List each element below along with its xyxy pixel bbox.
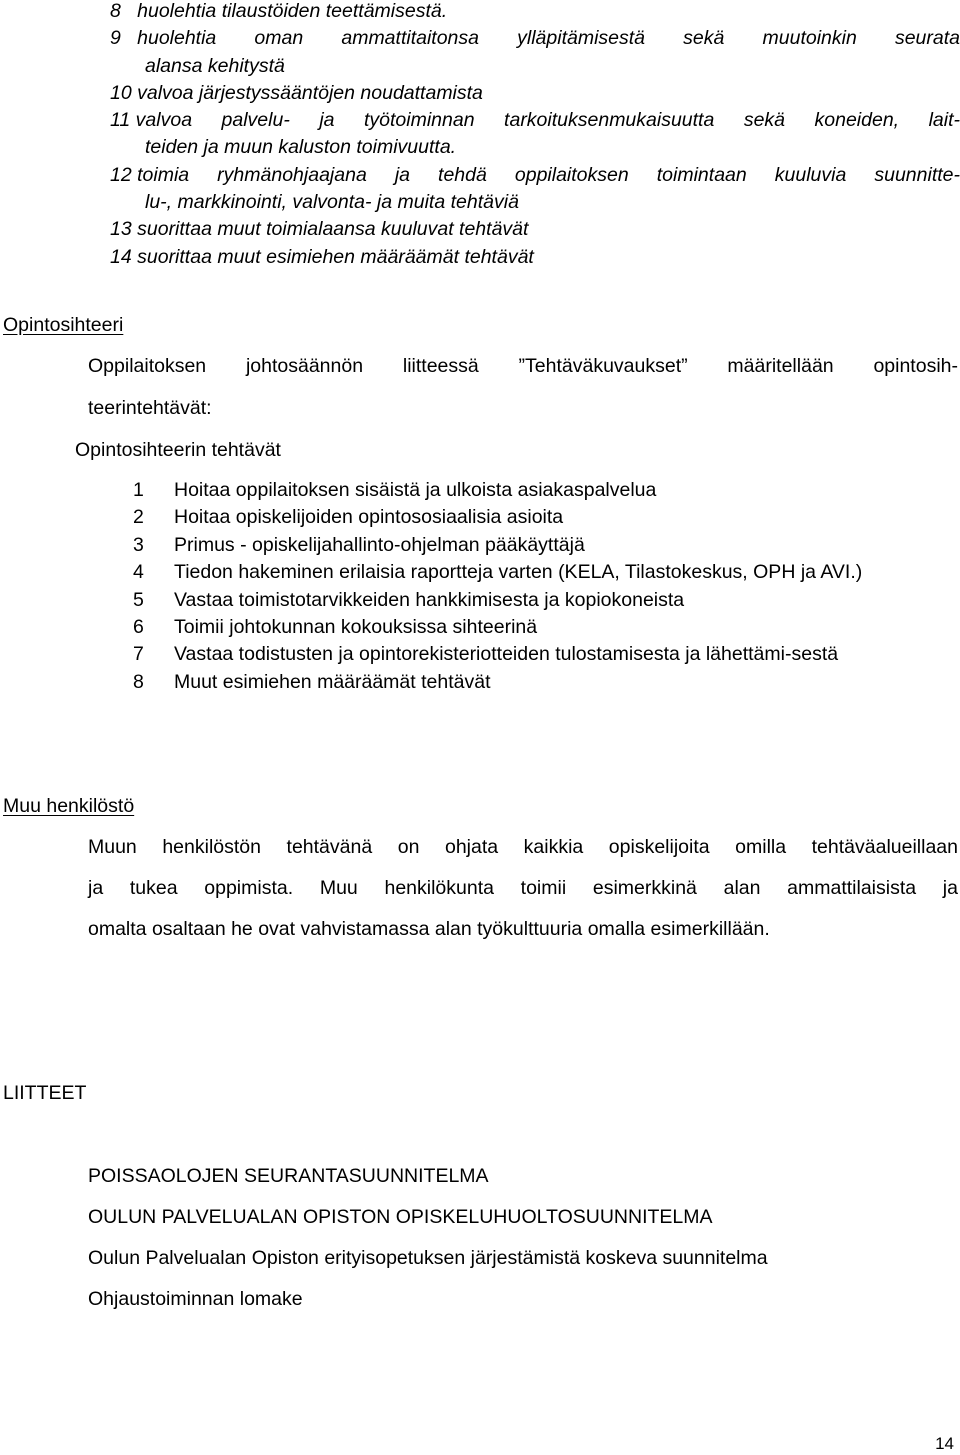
list-item-number: 6 bbox=[133, 616, 144, 639]
attachment-item: OULUN PALVELUALAN OPISTON OPISKELUHUOLTOSUUNNITELMA bbox=[88, 1206, 713, 1228]
list-item-text: suorittaa muut esimiehen määräämät tehtävät bbox=[137, 245, 534, 268]
attachment-item: POISSAOLOJEN SEURANTASUUNNITELMA bbox=[88, 1165, 489, 1187]
attachment-item: Ohjaustoiminnan lomake bbox=[88, 1288, 303, 1310]
list-item bbox=[133, 669, 959, 696]
section-heading-opintosihteeri: Opintosihteeri bbox=[3, 314, 124, 336]
list-item bbox=[133, 559, 959, 586]
list-item-text: huolehtia tilaustöiden teettämisestä. bbox=[137, 0, 448, 22]
list-item bbox=[133, 504, 959, 531]
list-item-text: huolehtia oman ammattitaitonsa ylläpitämisestä sekä muutoinkin seurata bbox=[137, 27, 960, 50]
list-item-number: 2 bbox=[133, 506, 144, 529]
list-item-text: Hoitaa oppilaitoksen sisäistä ja ulkoista asiakaspalvelua bbox=[174, 479, 657, 501]
list-item bbox=[133, 641, 959, 668]
page-number: 14 bbox=[935, 1434, 954, 1453]
list-item bbox=[110, 80, 960, 107]
opintosihteeri-task-list bbox=[133, 477, 959, 696]
list-item bbox=[133, 614, 959, 641]
opintosihteeri-tasks-heading: Opintosihteerin tehtävät bbox=[75, 439, 281, 461]
list-item-number: 12 bbox=[110, 163, 132, 186]
list-item-text: Primus - opiskelijahallinto-ohjelman pääkäyttäjä bbox=[174, 533, 585, 556]
list-item bbox=[133, 532, 959, 559]
list-item-text: valvoa järjestyssääntöjen noudattamista bbox=[137, 81, 483, 104]
list-item-text: Toimii johtokunnan kokouksissa sihteerinä bbox=[174, 616, 538, 639]
list-item-number: 8 bbox=[110, 0, 121, 22]
list-item-text: Tiedon hakeminen erilaisia raportteja varten (KELA, Tilastokeskus, OPH ja AVI.) bbox=[174, 561, 863, 584]
duties-list-continued bbox=[110, 0, 960, 271]
list-item-text: Muut esimiehen määräämät tehtävät bbox=[174, 670, 491, 693]
list-item-number: 1 bbox=[133, 479, 144, 501]
list-item-number: 5 bbox=[133, 588, 144, 611]
muu-henkilosto-line2: ja tukea oppimista. Muu henkilökunta toimii esimerkkinä alan ammattilaisista ja bbox=[88, 877, 958, 899]
list-item-text: Vastaa toimistotarvikkeiden hankkimisesta ja kopiokoneista bbox=[174, 588, 685, 611]
list-item-number: 7 bbox=[133, 643, 144, 666]
opintosihteeri-intro-line1: Oppilaitoksen johtosäännön liitteessä ”Tehtäväkuvaukset” määritellään opintosih- bbox=[88, 355, 958, 377]
list-item-number: 3 bbox=[133, 533, 144, 556]
list-item-number: 4 bbox=[133, 561, 144, 584]
attachment-item: Oulun Palvelualan Opiston erityisopetuksen järjestämistä koskeva suunnitelma bbox=[88, 1247, 768, 1269]
list-item bbox=[110, 216, 960, 243]
list-item-number: 9 bbox=[110, 27, 121, 50]
liitteet-heading: LIITTEET bbox=[3, 1082, 87, 1104]
section-heading-muu-henkilosto: Muu henkilöstö bbox=[3, 795, 135, 817]
list-item-continuation: teiden ja muun kaluston toimivuutta. bbox=[145, 136, 457, 159]
list-item-text: toimia ryhmänohjaajana ja tehdä oppilaitoksen toimintaan kuuluvia suunnitte- bbox=[137, 163, 960, 186]
list-item-number: 11 bbox=[110, 109, 131, 132]
list-item-text: Hoitaa opiskelijoiden opintososiaalisia asioita bbox=[174, 506, 564, 529]
list-item bbox=[110, 244, 960, 271]
list-item bbox=[110, 0, 960, 25]
list-item-text: Vastaa todistusten ja opintorekisteriotteiden tulostamisesta ja lähettämi-sestä bbox=[174, 643, 839, 666]
list-item bbox=[110, 162, 960, 189]
list-item bbox=[133, 477, 959, 504]
list-item-number: 10 bbox=[110, 81, 132, 104]
muu-henkilosto-line1: Muun henkilöstön tehtävänä on ohjata kaikkia opiskelijoita omilla tehtäväalueillaan bbox=[88, 836, 958, 858]
list-item-continuation: lu-, markkinointi, valvonta- ja muita tehtäviä bbox=[145, 191, 519, 214]
list-item-continuation: alansa kehitystä bbox=[145, 54, 285, 77]
list-item-number: 13 bbox=[110, 218, 132, 241]
list-item bbox=[110, 25, 960, 52]
opintosihteeri-intro-line2: teerintehtävät: bbox=[88, 397, 212, 419]
muu-henkilosto-line3: omalta osaltaan he ovat vahvistamassa alan työkulttuuria omalla esimerkillään. bbox=[88, 918, 770, 940]
list-item-number: 8 bbox=[133, 670, 144, 693]
list-item-text: suorittaa muut toimialaansa kuuluvat tehtävät bbox=[137, 218, 529, 241]
list-item-number: 14 bbox=[110, 245, 132, 268]
list-item bbox=[110, 107, 960, 134]
list-item-text: valvoa palvelu- ja työtoiminnan tarkoituksenmukaisuutta sekä koneiden, lait- bbox=[135, 109, 960, 132]
list-item bbox=[133, 587, 959, 614]
